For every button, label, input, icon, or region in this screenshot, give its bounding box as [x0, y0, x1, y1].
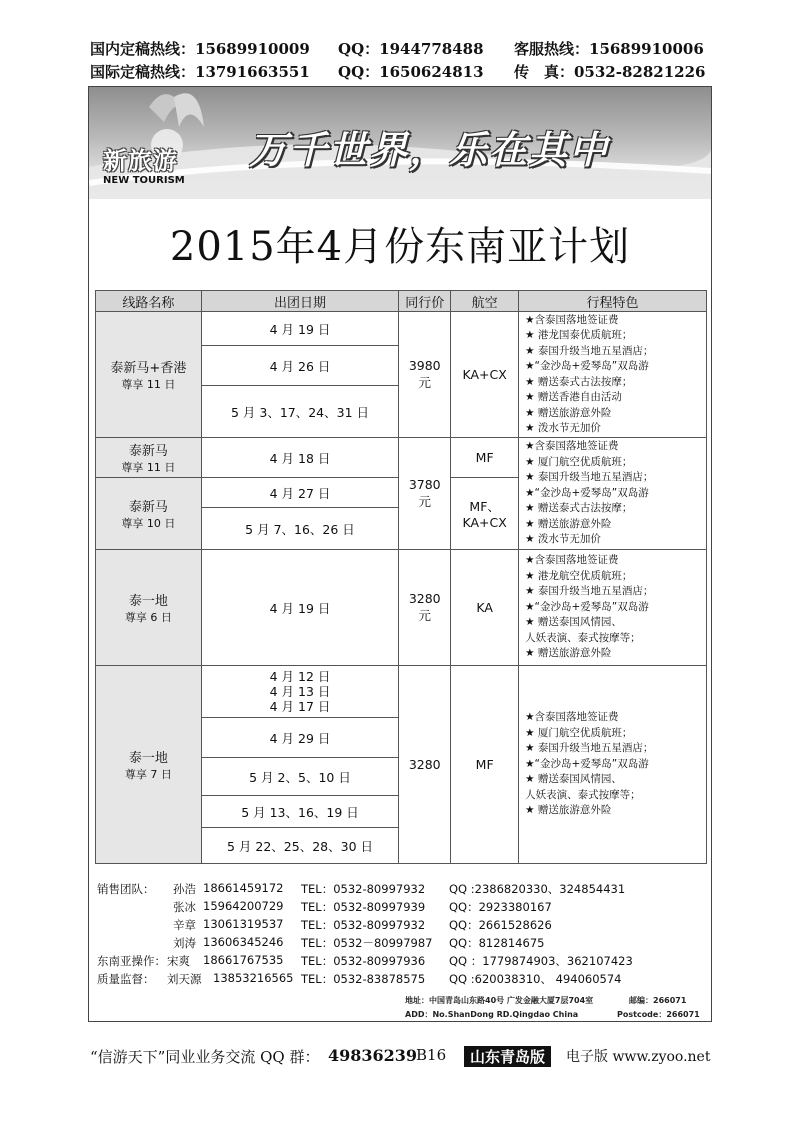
date-cell: 5 月 13、16、19 日 [201, 796, 399, 828]
page-title: 2015年4月份东南亚计划 [169, 224, 631, 270]
feature-line: ★ 泰国升级当地五星酒店； [525, 344, 654, 357]
feature-line: ★ 港龙国泰优质航班； [525, 329, 633, 341]
col-features: 行程特色 [519, 291, 707, 312]
date-cell: 5 月 22、25、28、30 日 [201, 828, 399, 864]
sales-tel: TEL：0532-80997939 [301, 900, 426, 914]
sales-mobile: 18661767535 [203, 953, 284, 967]
slogan: 万千世界，乐在其中 [249, 128, 610, 172]
sales-name: 刘天源 [167, 972, 202, 986]
air-cell: KA+CX [451, 312, 519, 438]
banner [89, 87, 711, 199]
sales-mobile: 15964200729 [203, 899, 284, 913]
route-sub: 尊享 6 日 [124, 611, 172, 624]
feature-line: ★ 泰国升级当地五星酒店； [525, 742, 654, 755]
postcode-en: Postcode：266071 [617, 1010, 700, 1019]
sales-qq: QQ：2661528626 [449, 918, 552, 932]
logo-en: NEW TOURISM [103, 175, 185, 186]
date-cell: 4 月 27 日 [201, 478, 399, 508]
date-cell: 4 月 19 日 [201, 550, 399, 666]
col-air: 航空 [451, 291, 519, 312]
feature-line: ★ 赠送泰式古法按摩； [525, 502, 633, 515]
features-cell [519, 550, 707, 666]
route-cell [96, 438, 202, 478]
sales-name: 张冰 [173, 900, 196, 914]
feature-line: ★ 赠送泰国风情园、 [525, 773, 622, 786]
sales-mobile: 13061319537 [203, 917, 284, 931]
feature-line: ★含泰国落地签证费 [525, 440, 619, 453]
feature-line: ★含泰国落地签证费 [525, 554, 619, 567]
price-cell: 3780 元 [399, 438, 451, 550]
date-cell: 4 月 26 日 [201, 346, 399, 386]
fax-number: 传 真：0532-82821226 [514, 63, 706, 81]
address-cn: 地址：中国青岛山东路40号 广发金融大厦7层704室 [405, 996, 594, 1005]
feature-line: ★“金沙岛+爱琴岛”双岛游 [525, 600, 649, 613]
sales-mobile: 13606345246 [203, 935, 284, 949]
route-cell [96, 478, 202, 550]
sales-tel: TEL：0532-80997936 [301, 954, 426, 968]
sales-qq: QQ :2386820330、324854431 [449, 882, 626, 896]
feature-line: ★含泰国落地签证费 [525, 313, 619, 326]
table-row [96, 438, 707, 478]
domestic-hotline: 国内定稿热线：15689910009 [90, 40, 310, 58]
date-cell: 4 月 18 日 [201, 438, 399, 478]
sales-tel: TEL：0532-80997932 [301, 918, 426, 932]
feature-line: ★ 港龙航空优质航班； [525, 569, 633, 582]
date-cell: 5 月 3、17、24、31 日 [201, 386, 399, 438]
feature-line: ★“金沙岛+爱琴岛”双岛游 [525, 757, 649, 770]
route-sub: 尊享 11 日 [121, 378, 176, 391]
intl-qq: QQ：1650624813 [338, 63, 484, 81]
route-sub: 尊享 10 日 [121, 517, 176, 530]
route-cell [96, 666, 202, 864]
address-en: ADD：No.ShanDong RD.Qingdao China [405, 1010, 579, 1019]
service-hotline: 客服热线：15689910006 [514, 40, 704, 58]
date-cell: 4 月 29 日 [201, 718, 399, 758]
air-cell: KA [451, 550, 519, 666]
edition-badge: 山东青岛版 [464, 1046, 551, 1067]
route-name: 泰一地 [128, 594, 168, 609]
price-cell: 3280 [399, 666, 451, 864]
qq-group-label: “信游天下”同业业务交流 QQ 群： [90, 1048, 320, 1066]
feature-line: ★ 赠送旅游意外险 [525, 804, 612, 817]
sales-name: 宋爽 [167, 954, 190, 968]
sales-qq: QQ：812814675 [449, 936, 545, 950]
air-cell: MF [451, 438, 519, 478]
sales-tel: TEL：0532-80997932 [301, 882, 426, 896]
features-cell [519, 312, 707, 438]
postcode-cn: 邮编：266071 [629, 996, 687, 1005]
feature-line: ★ 赠送泰国风情园、 [525, 616, 622, 629]
route-name: 泰新马 [128, 444, 168, 459]
sales-mobile: 13853216565 [213, 971, 294, 985]
sales-tel: TEL：0532－80997987 [301, 936, 433, 950]
col-price: 同行价 [399, 291, 451, 312]
sales-qq: QQ ：1779874903、362107423 [449, 954, 633, 968]
route-name: 泰一地 [128, 751, 168, 766]
sales-tel: TEL：0532-83878575 [301, 972, 426, 986]
logo-cn: 新旅游 [103, 147, 178, 175]
feature-line: ★ 赠送旅游意外险 [525, 647, 612, 660]
website-link[interactable]: 电子版 www.zyoo.net [566, 1049, 711, 1065]
domestic-qq: QQ：1944778488 [338, 40, 484, 58]
table-row [96, 312, 707, 346]
feature-line: ★ 厦门航空优质航班； [525, 455, 633, 468]
air-cell: MF [451, 666, 519, 864]
feature-line: ★ 泰国升级当地五星酒店； [525, 585, 654, 598]
features-cell [519, 438, 707, 550]
feature-line: ★含泰国落地签证费 [525, 711, 619, 724]
route-sub: 尊享 11 日 [121, 461, 176, 474]
route-cell [96, 312, 202, 438]
table-row [96, 666, 707, 718]
plan-table [95, 290, 707, 864]
sales-label: 质量监督： [97, 972, 155, 986]
date-cell: 5 月 7、16、26 日 [201, 508, 399, 550]
qq-group-number: 49836239 [328, 1046, 418, 1065]
date-cell: 5 月 2、5、10 日 [201, 758, 399, 796]
feature-line: ★ 泼水节无加价 [525, 422, 601, 434]
feature-line: ★“金沙岛+爱琴岛”双岛游 [525, 486, 649, 499]
sales-mobile: 18661459172 [203, 881, 284, 895]
feature-line: ★ 赠送旅游意外险 [525, 517, 612, 530]
sales-label: 销售团队： [97, 882, 155, 896]
page-number: B16 [416, 1046, 447, 1064]
route-name: 泰新马+香港 [110, 361, 187, 376]
feature-line: ★ 赠送泰式古法按摩； [525, 375, 633, 388]
sales-name: 孙浩 [173, 882, 196, 896]
table-row [96, 550, 707, 666]
feature-line: ★ 厦门航空优质航班； [525, 726, 633, 739]
date-cell: 4 月 19 日 [201, 312, 399, 346]
route-cell [96, 550, 202, 666]
sales-qq: QQ :620038310、 494060574 [449, 972, 622, 986]
sales-qq: QQ：2923380167 [449, 900, 552, 914]
sales-label: 东南亚操作： [97, 954, 166, 968]
price-cell: 3980 元 [399, 312, 451, 438]
feature-line: ★ 泼水节无加价 [525, 533, 601, 546]
col-dates: 出团日期 [201, 291, 399, 312]
feature-line: ★“金沙岛+爱琴岛”双岛游 [525, 360, 649, 372]
intl-hotline: 国际定稿热线：13791663551 [90, 63, 310, 81]
feature-line: 人妖表演、泰式按摩等； [525, 788, 641, 801]
route-name: 泰新马 [128, 500, 168, 515]
table-header-row [96, 291, 707, 312]
date-cell: 4 月 12 日 4 月 13 日 4 月 17 日 [201, 666, 399, 718]
sales-name: 辛章 [173, 918, 196, 932]
price-cell: 3280 元 [399, 550, 451, 666]
feature-line: 人妖表演、泰式按摩等； [525, 631, 641, 644]
features-cell [519, 666, 707, 864]
feature-line: ★ 赠送香港自由活动 [525, 391, 622, 403]
flyer-frame [88, 86, 712, 1022]
sales-name: 刘涛 [173, 936, 196, 950]
feature-line: ★ 泰国升级当地五星酒店； [525, 471, 654, 484]
col-route: 线路名称 [96, 291, 202, 312]
route-sub: 尊享 7 日 [124, 768, 172, 781]
feature-line: ★ 赠送旅游意外险 [525, 406, 612, 419]
air-cell: MF、 KA+CX [451, 478, 519, 550]
